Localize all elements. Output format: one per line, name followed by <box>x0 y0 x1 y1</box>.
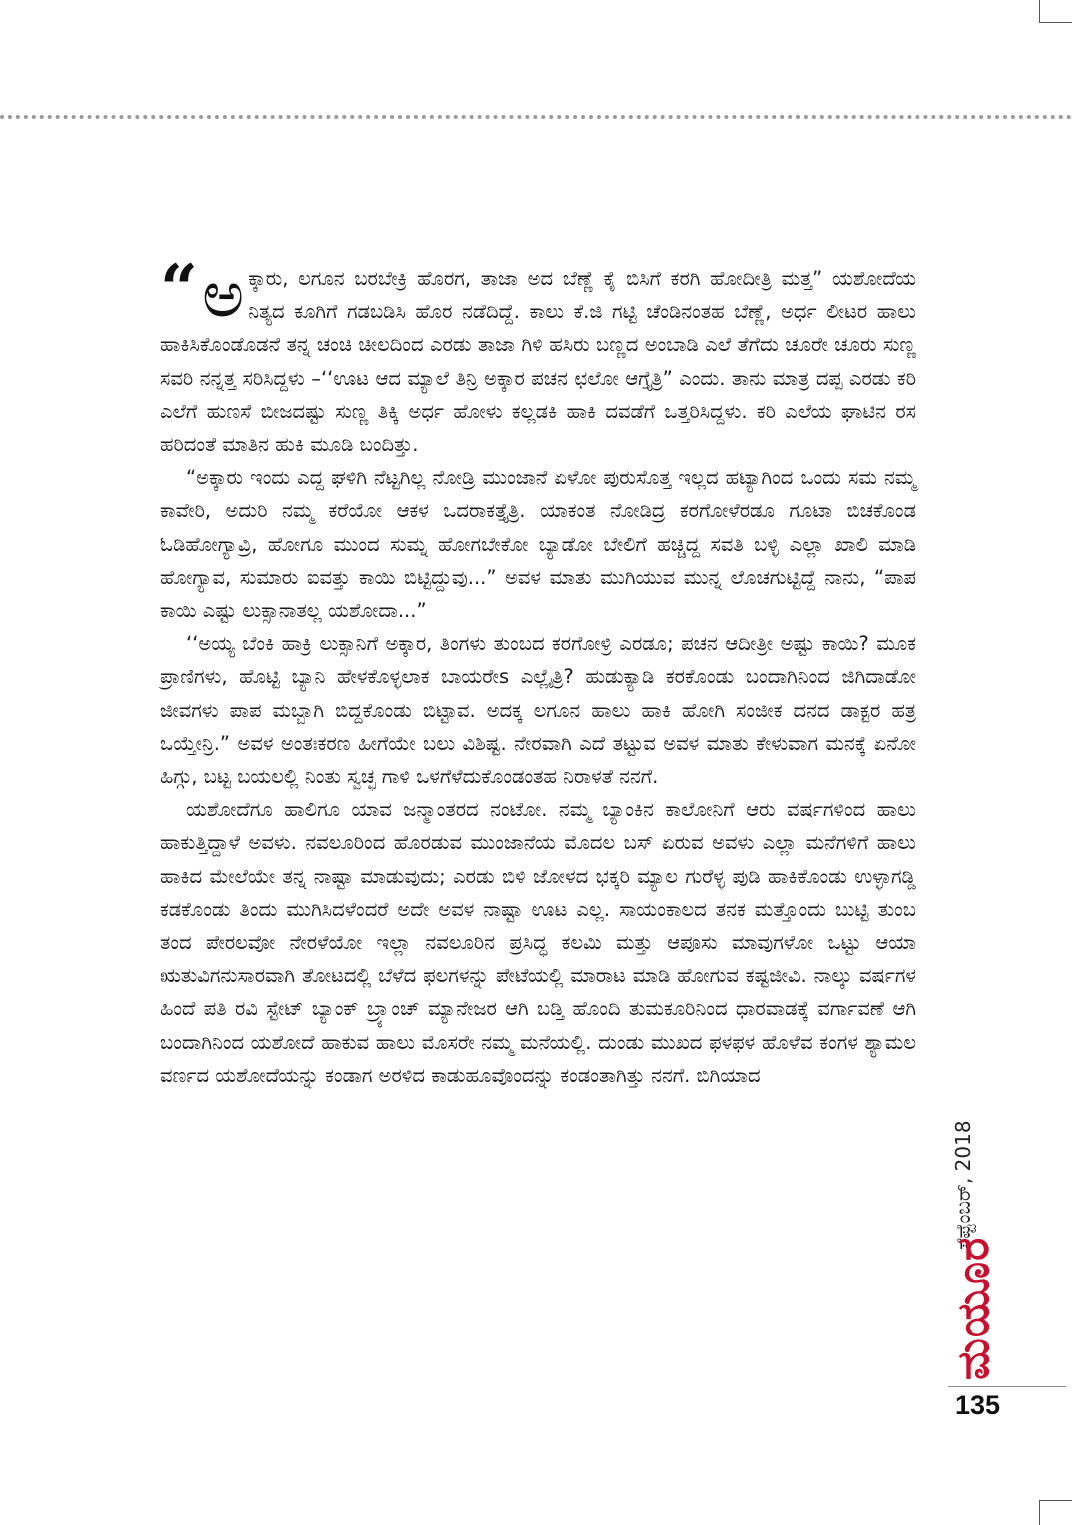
article-paragraph-2: “ಅಕ್ಕಾರು ಇಂದು ಎದ್ದ ಘಳಿಗಿ ನೆಟ್ಟಗಿಲ್ಲ ನೋಡ್ರಿ ಮುಂಜಾನೆ ಏಳೋ ಪುರುಸೊತ್ತ ಇಲ್ಲದ ಹಟ್ಯಾಗಿಂದ ಒಂದು ಸಮ ನಮ್ಮ ಕಾವೇರಿ, ಅದುರಿ ನಮ್ಮ ಕರೆಯೋ ಆಕಳ ಒದರಾಕತ್ತೈತ್ರಿ. ಯಾಕಂತ ನೋಡಿದ್ರ ಕರಗೋಳೆರಡೂ ಗೂಟಾ ಬಿಚಕೊಂಡ ಓಡಿಹೋಗ್ಯಾವ್ರಿ, ಹೋಗೂ ಮುಂದ ಸುಮ್ನ ಹೋಗಬೇಕೋ ಬ್ಯಾಡೋ ಬೇಲಿಗೆ ಹಚ್ಚಿದ್ದ ಸವತಿ ಬಳ್ಳಿ ಎಲ್ಲಾ ಖಾಲಿ ಮಾಡಿ ಹೋಗ್ಯಾವ, ಸುಮಾರು ಐವತ್ತು ಕಾಯಿ ಬಿಟ್ಟಿದ್ದುವು...” ಅವಳ ಮಾತು ಮುಗಿಯುವ ಮುನ್ನ ಲೊಚಗುಟ್ಟಿದ್ದೆ ನಾನು, “ಪಾಪ ಕಾಯಿ ಎಷ್ಟು ಲುಕ್ಸಾನಾತಲ್ಲ ಯಶೋದಾ...” <box>160 466 916 623</box>
paragraph-text: ಕ್ಕಾರು, ಲಗೂನ ಬರಬೇಕ್ರಿ ಹೊರಗ, ತಾಜಾ ಅದ ಬೆಣ್ಣೆ ಕೈ ಬಿಸಿಗೆ ಕರಗಿ ಹೋದೀತ್ರಿ ಮತ್ತ” ಯಶೋದೆಯ ನಿತ್ಯದ ಕೂಗಿಗೆ ಗಡಬಡಿಸಿ ಹೊರ ನಡೆದಿದ್ದೆ. ಕಾಲು ಕೆ.ಜಿ ಗಟ್ಟಿ ಚೆಂಡಿನಂತಹ ಬೆಣ್ಣೆ, ಅರ್ಧ ಲೀಟರ ಹಾಲು ಹಾಕಿಸಿಕೊಂಡೊಡನೆ ತನ್ನ ಚಂಚಿ ಚೀಲದಿಂದ ಎರಡು ತಾಜಾ ಗಿಳಿ ಹಸಿರು ಬಣ್ಣದ ಅಂಬಾಡಿ ಎಲೆ ತೆಗೆದು ಚೂರೇ ಚೂರು ಸುಣ್ಣ ಸವರಿ ನನ್ನತ್ತ ಸರಿಸಿದ್ದಳು –‘‘ಊಟ ಆದ ಮ್ಯಾಲೆ ತಿನ್ರಿ ಅಕ್ಕಾರ ಪಚನ ಛಲೋ ಆಗ್ತೈತ್ರಿ” ಎಂದು. ತಾನು ಮಾತ್ರ ದಪ್ಪ ಎರಡು ಕರಿ ಎಲೆಗೆ ಹುಣಸೆ ಬೀಜದಷ್ಟು ಸುಣ್ಣ ತಿಕ್ಕಿ ಅರ್ಧ ಹೋಳು ಕಲ್ಲಡಕಿ ಹಾಕಿ ದವಡೆಗೆ ಒತ್ತರಿಸಿದ್ದಳು. ಕರಿ ಎಲೆಯ ಘಾಟಿನ ರಸ ಹರಿದಂತೆ ಮಾತಿನ ಹುಕಿ ಮೂಡಿ ಬಂದಿತ್ತು. <box>160 267 916 457</box>
drop-cap: ಅ <box>202 258 245 332</box>
issue-date: ಸೆಪ್ಟೆಂಬರ್, 2018 <box>951 1120 975 1250</box>
page-number-rule <box>948 1386 1066 1387</box>
crop-mark-top <box>1039 0 1072 23</box>
article-body <box>160 250 916 1092</box>
article-paragraph-4: ಯಶೋದೆಗೂ ಹಾಲಿಗೂ ಯಾವ ಜನ್ಮಾಂತರದ ನಂಟೋ. ನಮ್ಮ ಬ್ಯಾಂಕಿನ ಕಾಲೋನಿಗೆ ಆರು ವರ್ಷಗಳಿಂದ ಹಾಲು ಹಾಕುತ್ತಿದ್ದಾಳೆ ಅವಳು. ನವಲೂರಿಂದ ಹೊರಡುವ ಮುಂಜಾನೆಯ ಮೊದಲ ಬಸ್ ಏರುವ ಅವಳು ಎಲ್ಲಾ ಮನೆಗಳಿಗೆ ಹಾಲು ಹಾಕಿದ ಮೇಲೆಯೇ ತನ್ನ ನಾಷ್ಟಾ ಮಾಡುವುದು; ಎರಡು ಬಿಳಿ ಜೋಳದ ಭಕ್ಕರಿ ಮ್ಯಾಲ ಗುರೆಳ್ಳ ಪುಡಿ ಹಾಕಿಕೊಂಡು ಉಳ್ಳಾಗಡ್ಡಿ ಕಡಕೊಂಡು ತಿಂದು ಮುಗಿಸಿದಳೆಂದರೆ ಅದೇ ಅವಳ ನಾಷ್ಟಾ ಊಟ ಎಲ್ಲ. ಸಾಯಂಕಾಲದ ತನಕ ಮತ್ತೊಂದು ಬುಟ್ಟಿ ತುಂಬ ತಂದ ಪೇರಲವೋ ನೇರಳೆಯೋ ಇಲ್ಲಾ ನವಲೂರಿನ ಪ್ರಸಿದ್ಧ ಕಲಮಿ ಮತ್ತು ಆಪೂಸು ಮಾವುಗಳೋ ಒಟ್ಟು ಆಯಾ ಋತುವಿಗನುಸಾರವಾಗಿ ತೋಟದಲ್ಲಿ ಬೆಳೆದ ಫಲಗಳನ್ನು ಪೇಟೆಯಲ್ಲಿ ಮಾರಾಟ ಮಾಡಿ ಹೋಗುವ ಕಷ್ಟಜೀವಿ. ನಾಲ್ಕು ವರ್ಷಗಳ ಹಿಂದೆ ಪತಿ ರವಿ ಸ್ಟೇಟ್ ಬ್ಯಾಂಕ್ ಬ್ರ್ಯಾಂಚ್ ಮ್ಯಾನೇಜರ ಆಗಿ ಬಡ್ತಿ ಹೊಂದಿ ತುಮಕೂರಿನಿಂದ ಧಾರವಾಡಕ್ಕೆ ವರ್ಗಾವಣೆ ಆಗಿ ಬಂದಾಗಿನಿಂದ ಯಶೋದೆ ಹಾಕುವ ಹಾಲು ಮೊಸರೇ ನಮ್ಮ ಮನೆಯಲ್ಲಿ. ದುಂಡು ಮುಖದ ಫಳಫಳ ಹೊಳೆವ ಕಂಗಳ ಶ್ಯಾಮಲ ವರ್ಣದ ಯಶೋದೆಯನ್ನು ಕಂಡಾಗ ಅರಳಿದ ಕಾಡುಹೂವೊಂದನ್ನು ಕಂಡಂತಾಗಿತ್ತು ನನಗೆ. ಬಿಗಿಯಾದ <box>160 798 916 1087</box>
magazine-masthead: ಮಯೂರ <box>948 1236 999 1380</box>
article-paragraph-1 <box>160 250 916 461</box>
crop-mark-bottom <box>1039 1500 1072 1525</box>
opening-quote-icon: “ <box>160 250 198 328</box>
page-number: 135 <box>955 1390 1001 1420</box>
article-paragraph-3: ‘‘ಅಯ್ಯ ಬೆಂಕಿ ಹಾಕ್ರಿ ಲುಕ್ಸಾನಿಗೆ ಅಕ್ಕಾರ, ತಿಂಗಳು ತುಂಬದ ಕರಗೋಳ್ರಿ ಎರಡೂ; ಪಚನ ಆದೀತ್ರೀ ಅಷ್ಟು ಕಾಯಿ? ಮೂಕ ಪ್ರಾಣಿಗಳು, ಹೊಟ್ಟಿ ಬ್ಯಾನಿ ಹೇಳಕೊಳ್ಳಲಾಕ ಬಾಯರೇs ಎಲ್ಲೈತ್ರಿ? ಹುಡುಕ್ಯಾಡಿ ಕರಕೊಂಡು ಬಂದಾಗಿನಿಂದ ಜಿಗಿದಾಡೋ ಜೀವಗಳು ಪಾಪ ಮಬ್ಬಾಗಿ ಬಿದ್ದಕೊಂಡು ಬಿಟ್ಟಾವ. ಅದಕ್ಕ ಲಗೂನ ಹಾಲು ಹಾಕಿ ಹೋಗಿ ಸಂಜೀಕ ದನದ ಡಾಕ್ಟರ ಹತ್ರ ಒಯ್ತೇನ್ರಿ.” ಅವಳ ಅಂತಃಕರಣ ಹೀಗೆಯೇ ಬಲು ವಿಶಿಷ್ಟ. ನೇರವಾಗಿ ಎದೆ ತಟ್ಟುವ ಅವಳ ಮಾತು ಕೇಳುವಾಗ ಮನಕ್ಕೆ ಏನೋ ಹಿಗ್ಗು, ಬಟ್ಟ ಬಯಲಲ್ಲಿ ನಿಂತು ಸ್ವಚ್ಛ ಗಾಳಿ ಒಳಗೆಳೆದುಕೊಂಡಂತಹ ನಿರಾಳತೆ ನನಗೆ. <box>160 632 916 789</box>
dotted-divider <box>0 115 1072 119</box>
